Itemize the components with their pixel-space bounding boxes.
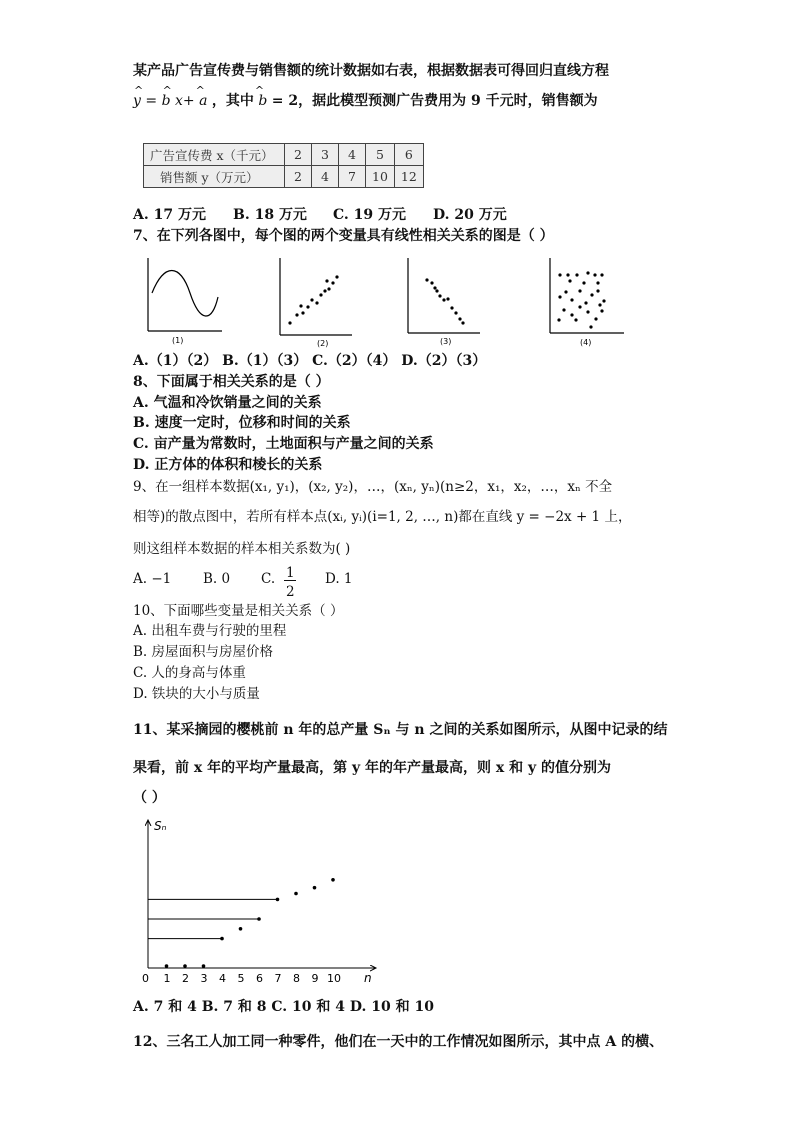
scatter-dot — [562, 308, 565, 311]
q7-figure-3 — [408, 258, 480, 346]
scatter-dot — [584, 301, 587, 304]
scatter-dot — [600, 273, 603, 276]
q10-option-c[interactable]: C. 人的身高与体重 — [133, 665, 246, 681]
scatter-dot — [596, 289, 599, 292]
q6-where-text: ，其中 — [211, 93, 254, 109]
q8-option-b[interactable]: B. 速度一定时，位移和时间的关系 — [133, 415, 351, 431]
scatter-dot — [301, 311, 304, 314]
b-symbol-hat: ^ — [254, 84, 265, 97]
scatter-dot — [450, 306, 453, 309]
scatter-dot — [319, 293, 322, 296]
scatter-dot — [558, 295, 561, 298]
scatter-dot — [323, 289, 326, 292]
scatter-dot — [442, 298, 445, 301]
data-point — [239, 927, 243, 931]
eq-a-hat: ^ — [195, 84, 205, 97]
data-point — [257, 917, 261, 921]
eq-y-hat: ^ — [134, 84, 144, 97]
scatter-dot — [458, 317, 461, 320]
data-point — [165, 964, 169, 968]
scatter-dot — [596, 281, 599, 284]
table-cell: 6 — [394, 144, 423, 166]
scatter-dot — [578, 289, 581, 292]
x-tick-label: 1 — [163, 972, 171, 985]
x-tick-label: 3 — [200, 972, 208, 985]
fraction-bar — [284, 580, 296, 581]
q6-stem-line2 — [133, 84, 598, 110]
scatter-dot — [564, 290, 567, 293]
eq-b: b — [161, 93, 171, 109]
eq-plus: + — [182, 93, 195, 109]
scatter-dot — [335, 275, 338, 278]
q6-option-d[interactable]: D. 20 万元 — [433, 207, 507, 223]
eq-b-hat: ^ — [162, 84, 172, 97]
scatter-dot — [310, 298, 313, 301]
q9-stem-line1: 9、在一组样本数据(x₁, y₁)，(x₂, y₂)，…，(xₙ, yₙ)(n≥2，x₁，x₂，…，xₙ 不全 — [133, 479, 613, 495]
table-row — [144, 166, 424, 188]
x-tick-label: 9 — [311, 972, 319, 985]
q10-option-d[interactable]: D. 铁块的大小与质量 — [133, 686, 260, 702]
q8-option-d[interactable]: D. 正方体的体积和棱长的关系 — [133, 457, 323, 473]
x-tick-label: 10 — [327, 972, 341, 985]
data-point — [220, 937, 224, 941]
scatter-dot — [586, 271, 589, 274]
scatter-dot — [461, 321, 464, 324]
scatter-dot — [568, 279, 571, 282]
scatter-dot — [557, 318, 560, 321]
q8-option-c[interactable]: C. 亩产量为常数时，土地面积与产量之间的关系 — [133, 436, 434, 452]
table-cell: 5 — [366, 144, 395, 166]
scatter-dot — [306, 305, 309, 308]
q10-stem: 10、下面哪些变量是相关关系（ ） — [133, 603, 344, 619]
q6-b-value-text: = 2，据此模型预测广告费用为 9 千元时，销售额为 — [271, 93, 598, 109]
x-axis-label: n — [364, 971, 372, 985]
data-point — [202, 964, 206, 968]
table-row — [144, 144, 424, 166]
q9-options — [133, 564, 353, 600]
scatter-dot — [574, 318, 577, 321]
data-point — [294, 892, 298, 896]
scatter-dot — [299, 304, 302, 307]
x-tick-label: 0 — [142, 972, 149, 985]
sine-curve — [152, 271, 218, 317]
q11-scatter-chart — [130, 814, 390, 986]
x-tick-label: 6 — [256, 972, 263, 985]
scatter-dot — [566, 273, 569, 276]
scatter-dot — [582, 281, 585, 284]
scatter-dot — [446, 297, 449, 300]
scatter-dot — [578, 305, 581, 308]
q9-stem-line3: 则这组样本数据的样本相关系数为( ) — [133, 541, 351, 557]
fig-label: (3) — [440, 337, 452, 346]
scatter-dot — [331, 281, 334, 284]
data-point — [313, 886, 317, 890]
q11-options[interactable]: A. 7 和 4 B. 7 和 8 C. 10 和 4 D. 10 和 10 — [133, 999, 434, 1015]
q6-stem-line1: 某产品广告宣传费与销售额的统计数据如右表，根据数据表可得回归直线方程 — [133, 63, 609, 79]
y-axis-label: Sₙ — [154, 819, 167, 833]
q11-stem-line2: 果看，前 x 年的平均产量最高，第 y 年的年产量最高，则 x 和 y 的值分别为 — [133, 760, 611, 776]
scatter-dot — [438, 294, 441, 297]
q6-option-c[interactable]: C. 19 万元 — [333, 207, 407, 223]
table-cell: 2 — [285, 166, 312, 188]
scatter-dot — [327, 287, 330, 290]
data-point — [183, 964, 187, 968]
fig-label: (4) — [580, 338, 592, 347]
q6-data-table — [143, 143, 424, 188]
q9-option-c[interactable]: C. — [261, 571, 276, 587]
data-point — [276, 898, 280, 902]
q9-option-b[interactable]: B. 0 — [203, 571, 231, 587]
table-cell: 2 — [285, 144, 312, 166]
q9-option-d[interactable]: D. 1 — [325, 571, 353, 587]
q7-figure-4 — [550, 258, 624, 347]
scatter-dot — [288, 321, 291, 324]
scatter-dot — [570, 298, 573, 301]
table-row1-label: 广告宣传费 x（千元） — [144, 144, 285, 166]
q7-stem: 7、在下列各图中，每个图的两个变量具有线性相关关系的图是（ ） — [133, 228, 554, 244]
fraction-numerator: 1 — [286, 564, 295, 581]
q12-stem-line1: 12、三名工人加工同一种零件，他们在一天中的工作情况如图所示，其中点 A 的横、 — [133, 1034, 664, 1050]
scatter-dot — [295, 313, 298, 316]
x-tick-label: 4 — [219, 972, 226, 985]
fraction-denominator: 2 — [286, 583, 295, 600]
scatter-dot — [435, 289, 438, 292]
scatter-dot — [589, 325, 592, 328]
q10-option-a[interactable]: A. 出租车费与行驶的里程 — [133, 623, 287, 639]
eq-equals: = — [145, 93, 162, 109]
scatter-dot — [433, 286, 436, 289]
table-row2-label: 销售额 y（万元） — [144, 166, 285, 188]
q7-figure-2 — [280, 258, 352, 348]
scatter-dot — [570, 313, 573, 316]
scatter-dot — [315, 301, 318, 304]
q9-stem-line2: 相等)的散点图中，若所有样本点(xᵢ, yᵢ)(i=1, 2, …, n)都在直线 y = −2x + 1 上， — [133, 509, 632, 525]
scatter-dot — [575, 273, 578, 276]
x-tick-label: 7 — [274, 972, 282, 985]
fig-label: (2) — [317, 339, 329, 348]
scatter-dot — [454, 311, 457, 314]
scatter-dot — [325, 279, 328, 282]
table-cell: 12 — [394, 166, 423, 188]
q9-option-a[interactable]: A. −1 — [133, 571, 172, 587]
scatter-dot — [430, 281, 433, 284]
x-tick-label: 8 — [293, 972, 300, 985]
eq-y: y — [133, 93, 141, 109]
q6-option-b[interactable]: B. 18 万元 — [233, 207, 307, 223]
scatter-dot — [425, 278, 428, 281]
q11-stem-line3: （ ） — [133, 790, 166, 806]
table-cell: 3 — [312, 144, 339, 166]
q11-stem-line1: 11、某采摘园的樱桃前 n 年的总产量 Sₙ 与 n 之间的关系如图所示，从图中记录的结 — [133, 722, 668, 738]
q7-options[interactable]: A.（1）（2） B.（1）（3） C.（2）（4） D.（2）（3） — [133, 353, 487, 369]
x-tick-label: 5 — [237, 972, 245, 985]
q7-figure-1 — [148, 258, 222, 345]
q7-figures — [140, 253, 640, 349]
table-cell: 10 — [366, 166, 395, 188]
scatter-dot — [594, 317, 597, 320]
b-symbol: b — [258, 93, 268, 109]
q10-option-b[interactable]: B. 房屋面积与房屋价格 — [133, 644, 274, 660]
scatter-dot — [593, 273, 596, 276]
table-cell: 4 — [339, 144, 366, 166]
scatter-dot — [598, 303, 601, 306]
data-point — [331, 878, 335, 882]
q8-option-a[interactable]: A. 气温和冷饮销量之间的关系 — [133, 395, 322, 411]
scatter-dot — [590, 293, 593, 296]
x-tick-label: 2 — [182, 972, 189, 985]
scatter-dot — [558, 273, 561, 276]
eq-a: a — [199, 93, 208, 109]
fig-label: (1) — [172, 336, 184, 345]
scatter-dot — [602, 299, 605, 302]
q8-stem: 8、下面属于相关关系的是（ ） — [133, 374, 330, 390]
table-cell: 4 — [312, 166, 339, 188]
scatter-dot — [600, 309, 603, 312]
scatter-dot — [586, 310, 589, 313]
table-cell: 7 — [339, 166, 366, 188]
eq-x: x — [174, 93, 183, 109]
q6-options — [133, 206, 507, 224]
q6-option-a[interactable]: A. 17 万元 — [133, 207, 206, 223]
